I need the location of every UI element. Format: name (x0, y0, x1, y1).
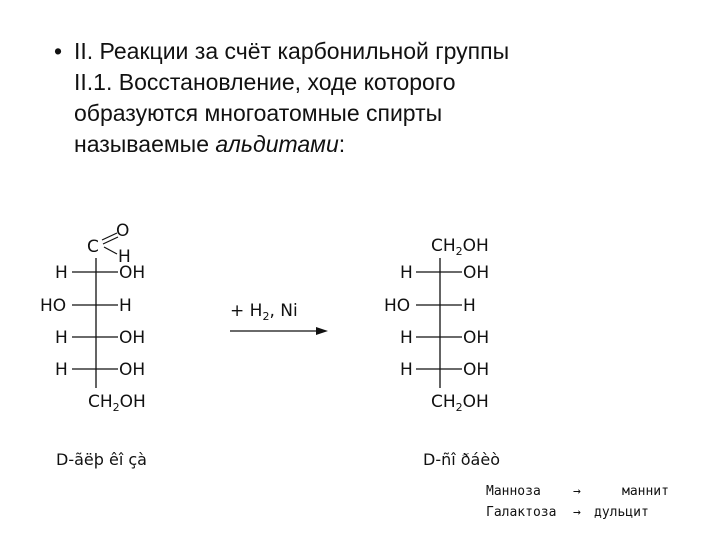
example-1-to: маннит (622, 484, 669, 499)
right-row-4-right: OH (463, 360, 490, 380)
left-row-4-left: H (55, 360, 68, 380)
right-top-group: $CH_2OH$ (431, 236, 489, 258)
right-row-1-left: H (400, 263, 413, 283)
example-2-arrow-icon: → (573, 505, 581, 520)
heading-line-3: образуются многоатомные спирты (74, 100, 443, 126)
reaction-arrow-group (230, 301, 328, 335)
right-row-3-right: OH (463, 328, 490, 348)
left-row-2-right: H (119, 296, 132, 316)
left-aldehyde-oxygen: O (116, 221, 130, 241)
right-bottom-group: $CH_2OH$ (431, 392, 489, 414)
reagent-label: + $H_2$, Ni (230, 301, 298, 323)
left-row-3-right: OH (119, 328, 146, 348)
alditol-term: альдитами (215, 131, 339, 157)
left-aldehyde-carbon: C (87, 237, 99, 257)
right-row-1-right: OH (463, 263, 490, 283)
left-row-2-left: HO (40, 296, 67, 316)
left-row-4-right: OH (119, 360, 146, 380)
left-bottom-group: $CH_2OH$ (88, 392, 146, 414)
right-row-3-left: H (400, 328, 413, 348)
left-ch-bond (104, 247, 117, 254)
example-2-to: дульцит (594, 505, 649, 520)
example-1-from: Манноза (486, 484, 541, 499)
heading-line-1: II. Реакции за счёт карбонильной группы (74, 38, 510, 64)
left-aldehyde-hydrogen: H (118, 247, 131, 267)
heading-line-2: II.1. Восстановление, ходе которого (74, 69, 456, 95)
heading-line-4-suffix: : (338, 131, 346, 157)
example-2-from: Галактоза (486, 505, 557, 520)
right-row-4-left: H (400, 360, 413, 380)
reaction-arrow-head (316, 327, 328, 335)
right-row-2-right: H (463, 296, 476, 316)
left-fischer-projection (40, 221, 146, 414)
bullet-icon: • (54, 38, 63, 64)
right-fischer-projection (384, 236, 489, 414)
right-caption: D-ñî ðáèò (423, 450, 500, 469)
left-row-1-left: H (55, 263, 68, 283)
left-row-1-right: OH (119, 263, 146, 283)
heading-line-4-prefix: называемые (74, 131, 216, 157)
left-caption: D-ãëþ êî çà (56, 450, 147, 469)
right-row-2-left: HO (384, 296, 411, 316)
left-row-3-left: H (55, 328, 68, 348)
example-1-arrow-icon: → (573, 484, 581, 499)
